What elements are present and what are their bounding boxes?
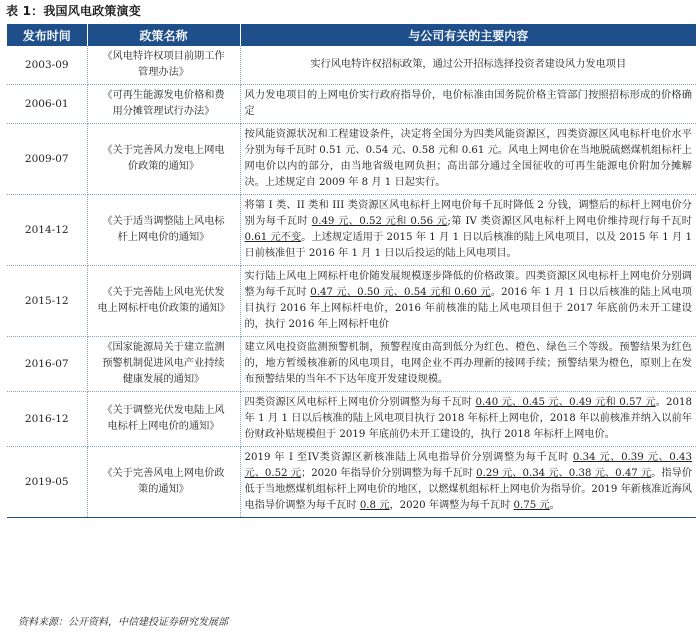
row-policy-name: 《关于调整光伏发电陆上风电标杆上网电价的通知》 [87, 392, 240, 447]
table-header-row [7, 24, 696, 46]
underlined-price-text: 0.49 元、0.52 元和 0.56 元 [311, 216, 448, 227]
row-policy-name: 《可再生能源发电价格和费用分摊管理试行办法》 [87, 85, 240, 124]
row-content [240, 85, 696, 124]
row-date: 2015-12 [7, 266, 87, 337]
content-text: 四类资源区风电标杆上网电价分别调整为每千瓦时 [244, 397, 476, 408]
content-text: 建立风电投资监测预警机制，预警程度由高到低分为红色、橙色、绿色三个等级。预警结果为红色的，地方暂缓核准新的风电项目，电网企业不再办理新的接网手续；预警结果为橙色，原则上在发布预警结果的当年不下达年度开发建设规模。 [244, 342, 692, 385]
row-content [240, 392, 696, 447]
content-text: 实行陆上风电上网标杆电价随发展规模逐步降低的价格政策。四类资源区风电标杆上网电价分别调整为每千瓦时 [244, 271, 692, 298]
content-text: ；2020 年指导价分别调整为每千瓦时 [301, 468, 477, 479]
table-row [7, 392, 696, 447]
underlined-price-text: 0.29 元、0.34 元、0.38 元、0.47 元 [476, 468, 652, 479]
content-text: 。2018 年 1 月 1 日以后核准的陆上风电项目执行 2018 年标杆上网电价，2018 年以前核准并纳入以前年份财政补贴规模但于 2019 年底前仍未开工建设的，执行 2018 年标杆上网电价。 [244, 397, 692, 440]
table-row [7, 337, 696, 392]
content-text: 2019 年 I 至IV类资源区新核准陆上风电指导价分别调整为每千瓦时 [244, 452, 573, 463]
content-text: 将第 I 类、II 类和 III 类资源区风电标杆上网电价每千瓦时降低 2 分钱，调整后的标杆上网电价分别为每千瓦时 [244, 200, 692, 227]
table-row [7, 195, 696, 266]
row-content [240, 195, 696, 266]
underlined-price-text: 0.61 元不变 [244, 232, 302, 243]
row-policy-name: 《关于完善风力发电上网电价政策的通知》 [87, 124, 240, 195]
header-policy: 政策名称 [87, 24, 240, 46]
underlined-price-text: 0.75 元 [513, 500, 550, 511]
table-row [7, 124, 696, 195]
row-content [240, 447, 696, 518]
row-content [240, 124, 696, 195]
underlined-price-text: 0.34 元、0.39 元、0.43 元、0.52 元 [244, 452, 692, 479]
row-policy-name: 《关于完善陆上风电光伏发电上网标杆电价政策的通知》 [87, 266, 240, 337]
row-policy-name: 《关于完善风电上网电价政策的通知》 [87, 447, 240, 518]
table-row [7, 266, 696, 337]
row-date: 2016-12 [7, 392, 87, 447]
content-text: 。上述规定适用于 2015 年 1 月 1 日以后核准的陆上风电项目，以及 2015 年 1 月 1 日前核准但于 2016 年 1 月 1 日以后投运的陆上风电项目。 [244, 232, 692, 259]
row-date: 2006-01 [7, 85, 87, 124]
row-policy-name: 《关于适当调整陆上风电标杆上网电价的通知》 [87, 195, 240, 266]
row-content [240, 266, 696, 337]
underlined-price-text: 0.40 元、0.45 元、0.49 元和 0.57 元 [475, 397, 656, 408]
table-row [7, 46, 696, 85]
content-text: 实行风电特许权招标政策，通过公开招标选择投资者建设风力发电项目 [310, 59, 627, 70]
row-date: 2003-09 [7, 46, 87, 85]
content-text: 。 [549, 500, 560, 511]
content-text: ;第 IV 类资源区风电标杆上网电价维持现行每千瓦时 [447, 216, 692, 227]
content-text: 按风能资源状况和工程建设条件，决定将全国分为四类风能资源区，四类资源区风电标杆电价水平分别为每千瓦时 0.51 元、0.54 元、0.58 元和 0.61 元。风电上网电价在当地脱硫燃煤机组标杆上网电价以内的部分，由当地省级电网负担；高出部分通过全国征收的可再生能源电价附加分摊解决。上述规定自 2009 年 8 月 1 日起实行。 [244, 129, 692, 188]
row-date: 2019-05 [7, 447, 87, 518]
row-content [240, 46, 696, 85]
table-title: 表 1：我国风电政策演变 [6, 4, 141, 18]
row-date: 2016-07 [7, 337, 87, 392]
row-date: 2014-12 [7, 195, 87, 266]
source-note: 资料来源：公开资料，中信建投证券研究发展部 [18, 617, 228, 628]
underlined-price-text: 0.8 元 [359, 500, 390, 511]
content-text: 。2016 年 1 月 1 日以后核准的陆上风电项目执行 2016 年上网标杆电价，2016 年前核准的陆上风电项目但于 2017 年底前仍未开工建设的，执行 2016 年上网标杆电价 [244, 287, 692, 330]
content-text: 风力发电项目的上网电价实行政府指导价，电价标准由国务院价格主管部门按照招标形成的价格确定 [244, 90, 692, 117]
header-date: 发布时间 [7, 24, 87, 46]
header-content: 与公司有关的主要内容 [240, 24, 696, 46]
row-date: 2009-07 [7, 124, 87, 195]
table-row [7, 447, 696, 518]
underlined-price-text: 0.47 元、0.50 元、0.54 元和 0.60 元 [310, 287, 491, 298]
table-row [7, 85, 696, 124]
policy-table [7, 24, 696, 518]
content-text: ，2020 年调整为每千瓦时 [389, 500, 514, 511]
content-text: 。指导价低于当地燃煤机组标杆上网电价的地区，以燃煤机组标杆上网电价为指导价。2019 年新核准近海风电指导价调整为每千瓦时 [244, 468, 693, 511]
row-policy-name: 《风电特许权项目前期工作管理办法》 [87, 46, 240, 85]
row-content [240, 337, 696, 392]
row-policy-name: 《国家能源局关于建立监测预警机制促进风电产业持续健康发展的通知》 [87, 337, 240, 392]
